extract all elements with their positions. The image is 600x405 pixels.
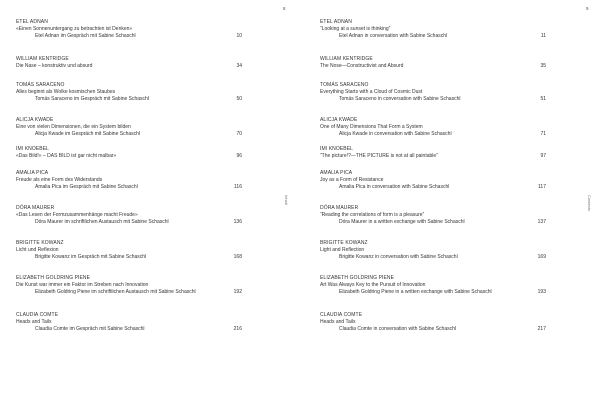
entry-subtitle: Elizabeth Goldring Piene in a written exchange with Sabine Schaschl — [339, 289, 492, 295]
entry-page-number: 192 — [233, 289, 242, 295]
entry-page-number: 51 — [540, 96, 546, 102]
entry-title: Freude als eine Form des Widerstands — [16, 177, 103, 183]
artist-name: ALICJA KWADE — [16, 117, 54, 123]
toc-entry — [16, 19, 242, 40]
entry-title: Heads and Tails — [320, 319, 356, 325]
entry-page-number: 137 — [537, 219, 546, 225]
artist-name: ETEL ADNAN — [16, 19, 48, 25]
toc-entry — [16, 205, 242, 226]
toc-entry — [16, 170, 242, 191]
entry-title: Light and Reflection — [320, 247, 365, 253]
entry-page-number: 116 — [234, 184, 242, 190]
toc-entry — [320, 56, 546, 70]
toc-entry — [16, 56, 242, 70]
entry-subtitle: Etel Adnan im Gespräch mit Sabine Schaschl — [35, 33, 136, 39]
entry-page-number: 97 — [540, 153, 546, 159]
entry-subtitle: Amalia Pica im Gespräch mit Sabine Schaschl — [35, 184, 138, 190]
artist-name: CLAUDIA COMTE — [320, 312, 363, 318]
toc-entry — [320, 19, 546, 40]
entry-page-number: 168 — [233, 254, 242, 260]
toc-entry — [16, 275, 242, 296]
entry-subtitle: Dóra Maurer in a written exchange with Sabine Schaschl — [339, 219, 465, 225]
artist-name: AMALIA PICA — [320, 170, 353, 176]
entry-page-number: 169 — [537, 254, 546, 260]
right-page — [300, 0, 600, 405]
artist-name: CLAUDIA COMTE — [16, 312, 59, 318]
entry-subtitle: Claudia Comte in conversation with Sabine Schaschl — [339, 326, 457, 332]
entry-page-number: 217 — [537, 326, 546, 332]
entry-subtitle: Etel Adnan in conversation with Sabine Schaschl — [339, 33, 448, 39]
artist-name: ELIZABETH GOLDRING PIENE — [16, 275, 91, 281]
entry-subtitle: Brigitte Kowanz in conversation with Sabine Schaschl — [339, 254, 458, 260]
toc-entry — [16, 146, 242, 160]
entry-title: Die Nase – konstruktiv und absurd — [16, 63, 93, 69]
entry-page-number: 193 — [537, 289, 546, 295]
entry-page-number: 136 — [233, 219, 242, 225]
entry-subtitle: Brigitte Kowanz im Gespräch mit Sabine Schaschl — [35, 254, 147, 260]
entry-page-number: 70 — [236, 131, 242, 137]
entry-title: Heads and Tails — [16, 319, 52, 325]
entry-page-number: 35 — [540, 63, 546, 69]
section-label: Contents — [587, 195, 592, 212]
entry-title: «Das Lesen der Formzusammenhänge macht Freude» — [16, 212, 138, 218]
artist-name: ELIZABETH GOLDRING PIENE — [320, 275, 395, 281]
toc-entry — [16, 82, 242, 103]
artist-name: IMI KNOEBEL — [320, 146, 354, 152]
toc-entry — [320, 275, 546, 296]
artist-name: TOMÁS SARACENO — [16, 82, 65, 88]
entry-subtitle: Alicja Kwade im Gespräch mit Sabine Schaschl — [35, 131, 141, 137]
entry-page-number: 71 — [540, 131, 546, 137]
page-number: 9 — [586, 6, 589, 11]
toc-entry — [16, 240, 242, 261]
page-number: 8 — [283, 6, 286, 11]
toc-entry — [16, 312, 242, 333]
section-label: Inhalt — [284, 195, 289, 205]
entry-subtitle: Amalia Pica in conversation with Sabine Schaschl — [339, 184, 450, 190]
entry-subtitle: Dóra Maurer im schriftlichen Austausch mit Sabine Schaschl — [35, 219, 169, 225]
toc-entry — [320, 146, 546, 160]
toc-entry — [320, 170, 546, 191]
artist-name: DÓRA MAURER — [320, 205, 359, 211]
artist-name: IMI KNOEBEL — [16, 146, 50, 152]
entry-subtitle: Tomás Saraceno in conversation with Sabine Schaschl — [339, 96, 461, 102]
artist-name: BRIGITTE KOWANZ — [320, 240, 368, 246]
entry-title: One of Many Dimensions That Form a System — [320, 124, 423, 130]
toc-entry — [320, 117, 546, 138]
artist-name: BRIGITTE KOWANZ — [16, 240, 64, 246]
artist-name: WILLIAM KENTRIDGE — [16, 56, 69, 62]
entry-title: Die Kunst war immer ein Faktor im Streben nach Innovation — [16, 282, 149, 288]
toc-entry — [16, 117, 242, 138]
toc-entry — [320, 240, 546, 261]
artist-name: ALICJA KWADE — [320, 117, 358, 123]
toc-entry — [320, 205, 546, 226]
artist-name: DÓRA MAURER — [16, 205, 55, 211]
entry-title: Licht und Reflexion — [16, 247, 59, 253]
entry-page-number: 96 — [236, 153, 242, 159]
entry-title: “Reading the correlations of form is a pleasure” — [320, 212, 425, 218]
artist-name: AMALIA PICA — [16, 170, 49, 176]
toc-entry — [320, 82, 546, 103]
entry-title: “The picture!?—THE PICTURE is not at all paintable” — [320, 153, 438, 159]
entry-subtitle: Alicja Kwade in conversation with Sabine Schaschl — [339, 131, 452, 137]
entry-page-number: 117 — [538, 184, 546, 190]
entry-subtitle: Tomás Saraceno im Gespräch mit Sabine Schaschl — [35, 96, 149, 102]
toc-entry — [320, 312, 546, 333]
entry-page-number: 11 — [540, 33, 546, 39]
artist-name: WILLIAM KENTRIDGE — [320, 56, 373, 62]
entry-title: The Nose—Constructivist and Absurd — [320, 63, 404, 69]
entry-title: Everything Starts with a Cloud of Cosmic Dust — [320, 89, 423, 95]
entry-title: Alles beginnt als Wolke kosmischen Staubes — [16, 89, 116, 95]
entry-title: Joy as a Form of Resistance — [320, 177, 384, 183]
entry-subtitle: Elizabeth Goldring Piene im schriftlichen Austausch mit Sabine Schaschl — [35, 289, 196, 295]
entry-title: “Looking at a sunset is thinking” — [320, 26, 391, 32]
entry-page-number: 34 — [236, 63, 242, 69]
entry-title: Art Was Always Key to the Pursuit of Innovation — [320, 282, 426, 288]
artist-name: ETEL ADNAN — [320, 19, 352, 25]
entry-page-number: 216 — [233, 326, 242, 332]
entry-title: «Das Bild!» – DAS BILD ist gar nicht malbar» — [16, 153, 117, 159]
entry-subtitle: Claudia Comte im Gespräch mit Sabine Schaschl — [35, 326, 145, 332]
artist-name: TOMÁS SARACENO — [320, 82, 369, 88]
entry-page-number: 10 — [236, 33, 242, 39]
entry-title: Eine von vielen Dimensionen, die ein System bilden — [16, 124, 131, 130]
entry-title: «Einen Sonnenuntergang zu betrachten ist Denken» — [16, 26, 133, 32]
entry-page-number: 50 — [236, 96, 242, 102]
